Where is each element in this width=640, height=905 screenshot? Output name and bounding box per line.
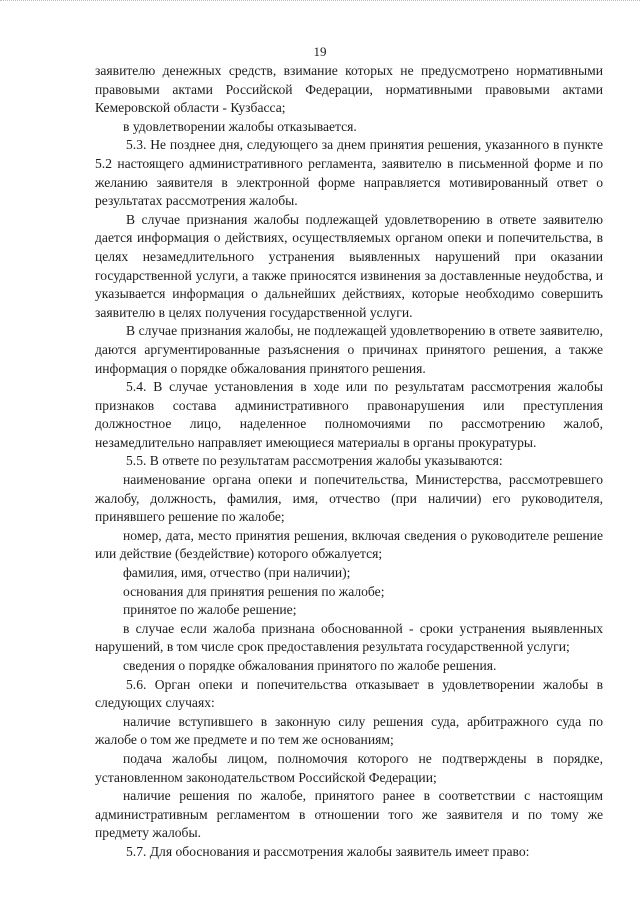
document-body xyxy=(95,62,603,862)
paragraph: 5.5. В ответе по результатам рассмотрения жалобы указываются: xyxy=(126,453,503,469)
paragraph: 5.7. Для обоснования и рассмотрения жалобы заявитель имеет право: xyxy=(126,843,530,859)
list-item: принятое по жалобе решение; xyxy=(123,602,297,618)
list-item: сведения о порядке обжалования принятого по жалобе решения. xyxy=(123,658,497,673)
list-item: в удовлетворении жалобы отказывается. xyxy=(123,118,357,134)
page-number: 19 xyxy=(313,44,327,59)
list-item: основания для принятия решения по жалобе; xyxy=(123,583,385,599)
list-item: в случае если жалоба признана обоснованной - сроки устранения выявленных нарушений, в том числе срок предоставления результата государственной услуги; xyxy=(95,620,603,655)
paragraph: 5.3. Не позднее дня, следующего за днем принятия решения, указанного в пункте 5.2 настоящего административного регламента, заявителю в письменной форме и по желанию заявителя в электронной форме направляется мотивированный ответ о результатах рассмотрения жалобы. xyxy=(95,137,603,209)
list-item: подача жалобы лицом, полномочия которого не подтверждены в порядке, установленном законодательством Российской Федерации; xyxy=(95,750,603,785)
scan-edge xyxy=(0,0,640,13)
list-item: номер, дата, место принятия решения, включая сведения о руководителе решение или действие (бездействие) которого обжалуется; xyxy=(95,527,603,562)
list-item: наименование органа опеки и попечительства, Министерства, рассмотревшего жалобу, должность, фамилия, имя, отчество (при наличии) его руководителя, принявшего решение по жалобе; xyxy=(95,472,603,525)
paragraph: В случае признания жалобы подлежащей удовлетворению в ответе заявителю дается информация о действиях, осуществляемых органом опеки и попечительства, в целях незамедлительного устранения выявленных нарушений при оказании государственной услуги, а также приносятся извинения за доставленные неудобства, и указывается информация о дальнейших действиях, которые необходимо совершить заявителю в целях получения государственной услуги. xyxy=(95,211,603,320)
list-item: фамилия, имя, отчество (при наличии); xyxy=(123,565,351,581)
paragraph: В случае признания жалобы, не подлежащей удовлетворению в ответе заявителю, даются аргументированные разъяснения о причинах принятого решения, а также информация о порядке обжалования принятого решения. xyxy=(95,323,603,376)
list-item: наличие решения по жалобе, принятого ранее в соответствии с настоящим административным регламентом в отношении того же заявителя и по тому же предмету жалобы. xyxy=(95,788,603,841)
paragraph: заявителю денежных средств, взимание которых не предусмотрено нормативными правовыми актами Российской Федерации, нормативными правовыми актами Кемеровской области - Кузбасса; xyxy=(95,63,603,116)
list-item: наличие вступившего в законную силу решения суда, арбитражного суда по жалобе о том же предмете и по тем же основаниям; xyxy=(95,713,603,748)
paragraph: 5.4. В случае установления в ходе или по результатам рассмотрения жалобы признаков состава административного правонарушения или преступления должностное лицо, наделенное полномочиями по рассмотрению жалоб, незамедлительно направляет имеющиеся материалы в органы прокуратуры. xyxy=(95,379,603,450)
paragraph: 5.6. Орган опеки и попечительства отказывает в удовлетворении жалобы в следующих случаях: xyxy=(95,676,603,711)
